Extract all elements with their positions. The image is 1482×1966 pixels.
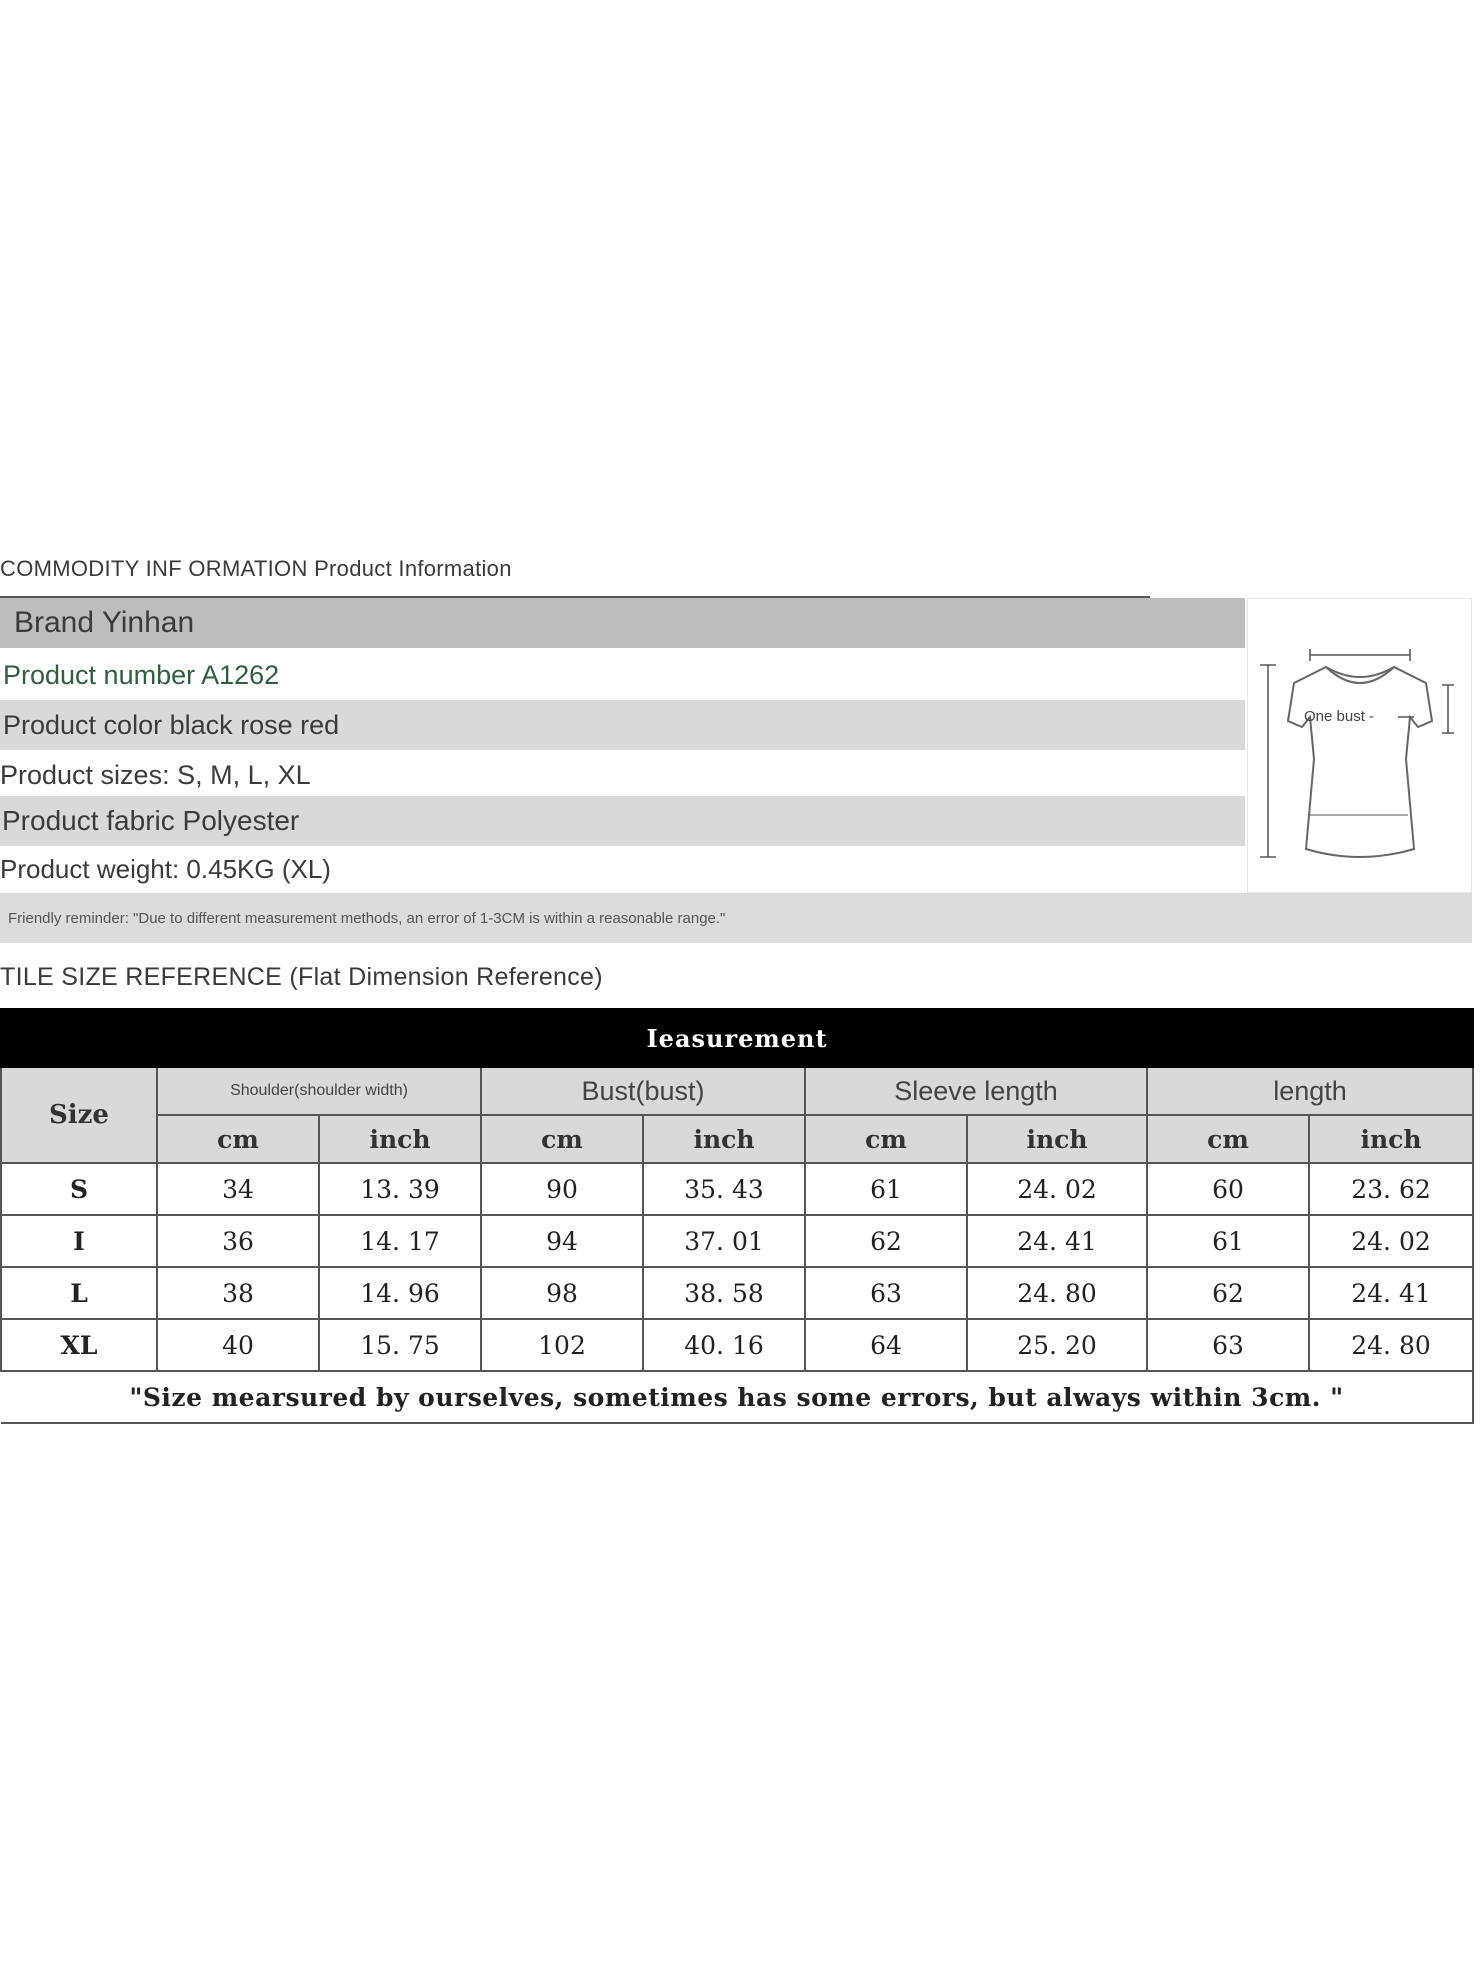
tshirt-icon — [1248, 599, 1471, 892]
size-header: Size — [1, 1067, 157, 1163]
friendly-reminder: Friendly reminder: "Due to different measurement methods, an error of 1-3CM is within a reasonable range." — [0, 893, 1472, 943]
value-cell: 34 — [157, 1163, 319, 1215]
group-header-bust: Bust(bust) — [481, 1067, 805, 1115]
value-cell: 63 — [805, 1267, 967, 1319]
table-row — [1, 1267, 1473, 1319]
group-header-shoulder: Shoulder(shoulder width) — [157, 1067, 481, 1115]
value-cell: 90 — [481, 1163, 643, 1215]
tshirt-measurement-diagram — [1247, 598, 1472, 893]
product-weight-row: Product weight: 0.45KG (XL) — [0, 853, 331, 884]
value-cell: 62 — [1147, 1267, 1309, 1319]
product-sizes-row: Product sizes: S, M, L, XL — [0, 759, 311, 790]
value-cell: 98 — [481, 1267, 643, 1319]
value-cell: 13. 39 — [319, 1163, 481, 1215]
value-cell: 62 — [805, 1215, 967, 1267]
value-cell: 24. 41 — [967, 1215, 1147, 1267]
table-row — [1, 1215, 1473, 1267]
value-cell: 23. 62 — [1309, 1163, 1473, 1215]
value-cell: 61 — [1147, 1215, 1309, 1267]
product-info-block — [0, 598, 1245, 888]
value-cell: 24. 80 — [967, 1267, 1147, 1319]
table-row — [1, 1163, 1473, 1215]
value-cell: 24. 41 — [1309, 1267, 1473, 1319]
unit-header: inch — [643, 1115, 805, 1163]
unit-header: inch — [967, 1115, 1147, 1163]
unit-header: inch — [319, 1115, 481, 1163]
product-color-row: Product color black rose red — [0, 700, 1245, 750]
value-cell: 63 — [1147, 1319, 1309, 1371]
unit-header: cm — [481, 1115, 643, 1163]
value-cell: 94 — [481, 1215, 643, 1267]
group-header-length: length — [1147, 1067, 1473, 1115]
unit-header: cm — [805, 1115, 967, 1163]
tile-size-title: TILE SIZE REFERENCE (Flat Dimension Reference) — [0, 963, 603, 991]
value-cell: 102 — [481, 1319, 643, 1371]
product-fabric-row: Product fabric Polyester — [0, 796, 1245, 846]
size-chart-table — [0, 1008, 1474, 1424]
value-cell: 38. 58 — [643, 1267, 805, 1319]
value-cell: 60 — [1147, 1163, 1309, 1215]
value-cell: 38 — [157, 1267, 319, 1319]
value-cell: 24. 80 — [1309, 1319, 1473, 1371]
size-footnote: "Size mearsured by ourselves, sometimes has some errors, but always within 3cm. " — [1, 1371, 1473, 1423]
value-cell: 37. 01 — [643, 1215, 805, 1267]
value-cell: 64 — [805, 1319, 967, 1371]
size-cell: S — [1, 1163, 157, 1215]
brand-row: Brand Yinhan — [0, 598, 1245, 648]
value-cell: 15. 75 — [319, 1319, 481, 1371]
value-cell: 24. 02 — [967, 1163, 1147, 1215]
value-cell: 25. 20 — [967, 1319, 1147, 1371]
size-cell: L — [1, 1267, 157, 1319]
unit-header: cm — [1147, 1115, 1309, 1163]
group-header-sleeve: Sleeve length — [805, 1067, 1147, 1115]
measurement-banner: Ieasurement — [1, 1009, 1473, 1067]
value-cell: 14. 17 — [319, 1215, 481, 1267]
product-number-row: Product number A1262 — [3, 659, 280, 690]
value-cell: 40. 16 — [643, 1319, 805, 1371]
unit-header: inch — [1309, 1115, 1473, 1163]
table-row — [1, 1319, 1473, 1371]
value-cell: 24. 02 — [1309, 1215, 1473, 1267]
bust-label: One bust - — [1304, 708, 1375, 725]
unit-header: cm — [157, 1115, 319, 1163]
size-cell: XL — [1, 1319, 157, 1371]
value-cell: 36 — [157, 1215, 319, 1267]
size-cell: I — [1, 1215, 157, 1267]
value-cell: 40 — [157, 1319, 319, 1371]
value-cell: 35. 43 — [643, 1163, 805, 1215]
value-cell: 14. 96 — [319, 1267, 481, 1319]
commodity-section-title: COMMODITY INF ORMATION Product Information — [0, 556, 512, 581]
value-cell: 61 — [805, 1163, 967, 1215]
